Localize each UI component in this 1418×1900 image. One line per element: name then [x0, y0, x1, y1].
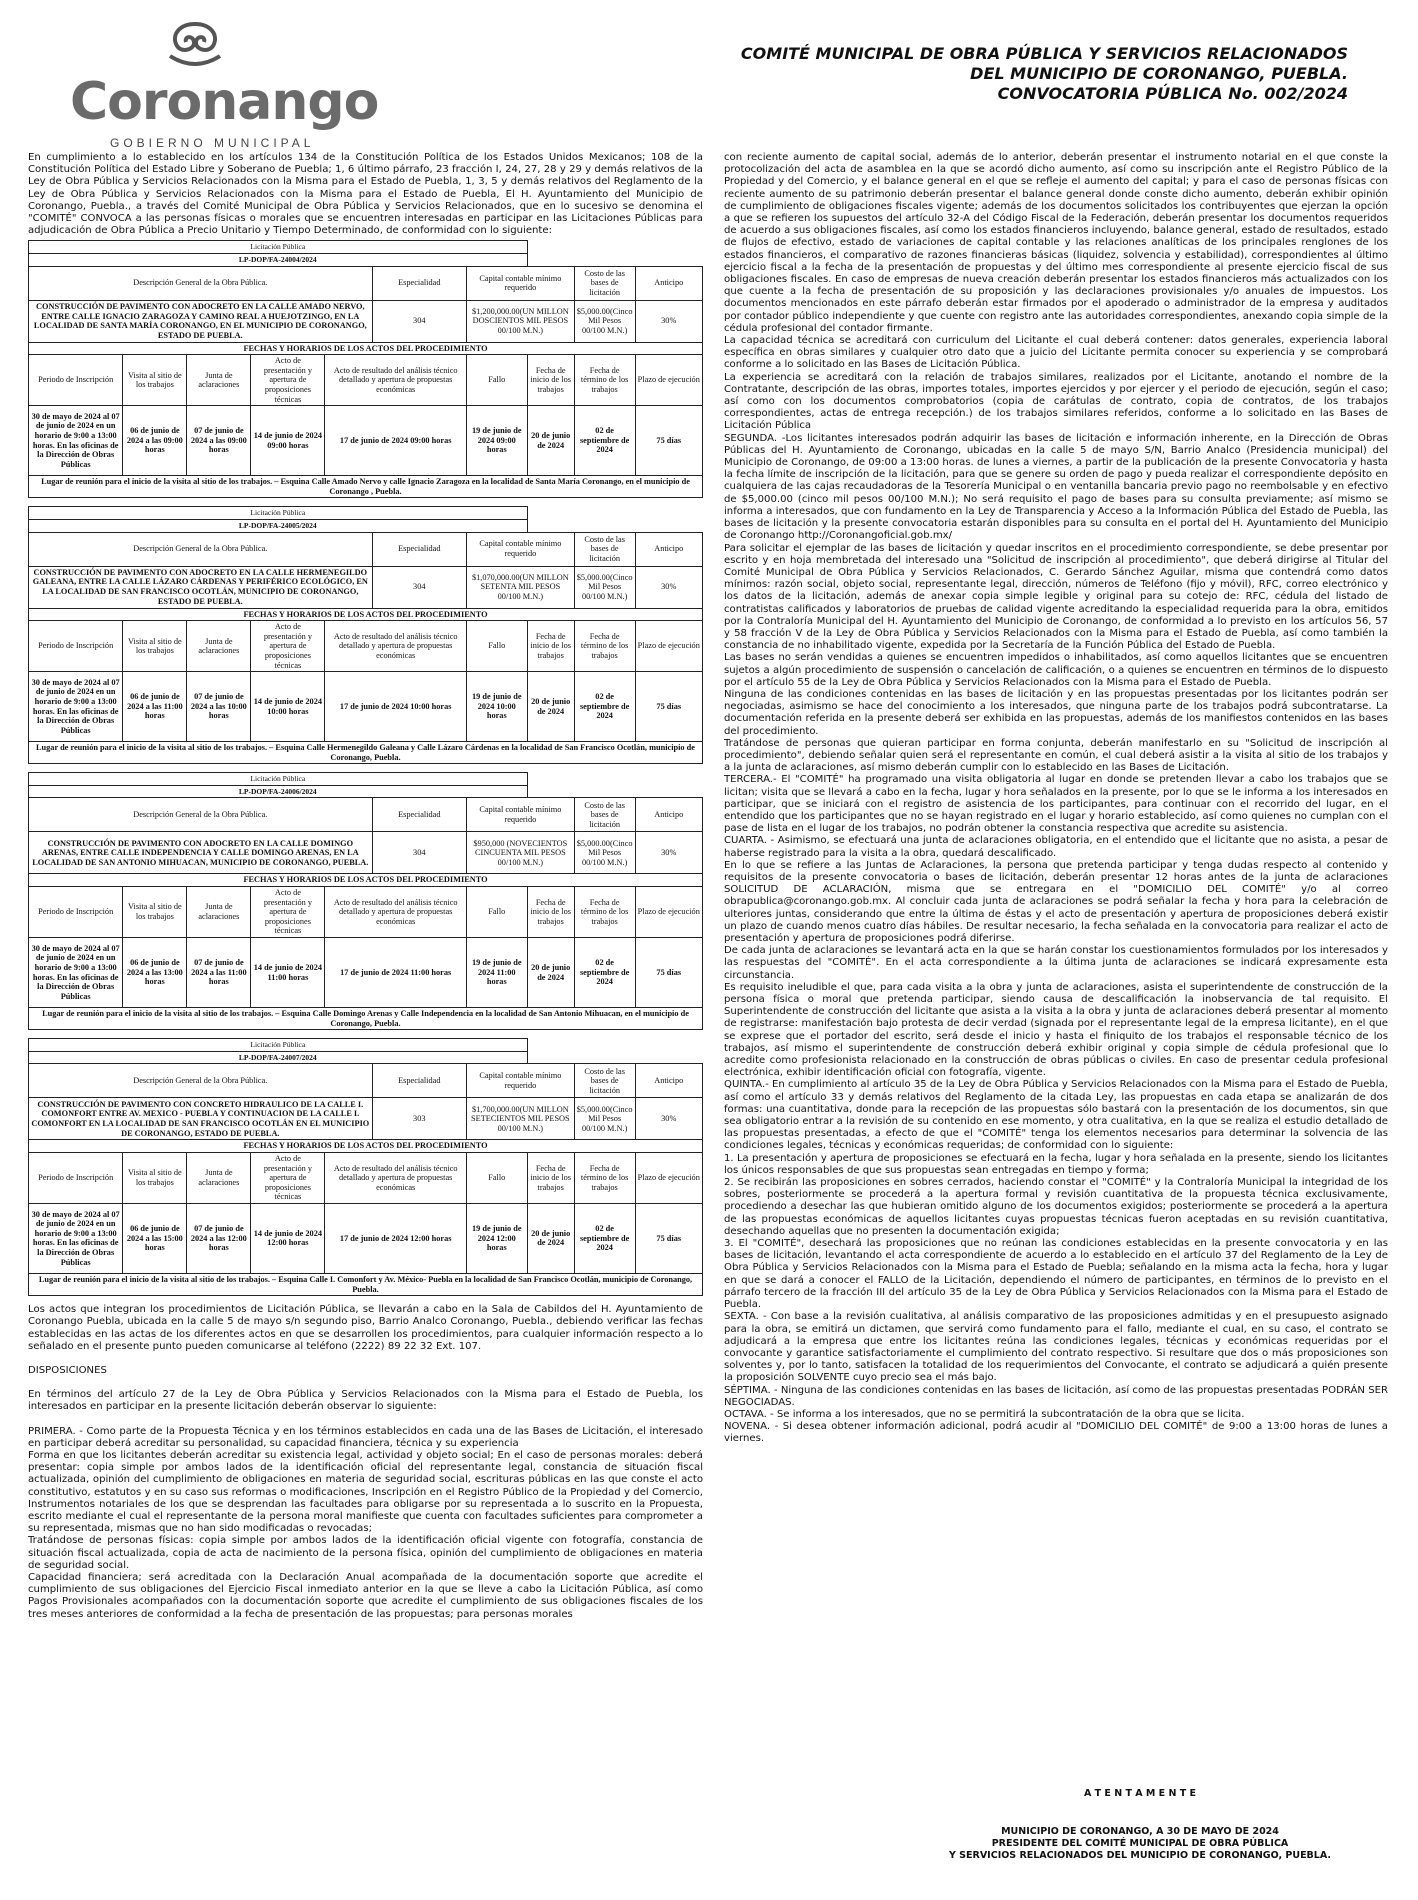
left-paragraph: Capacidad financiera; será acreditada con la Declaración Anual acompañada de la documentación soporte que acredite el cumplimiento de sus obligaciones del Ejercicio Fiscal inmediato anterior en la que se lleve a cabo la Licitación Pública, así como Pagos Provisionales acompañados con la documentación soporte que acredite el cumplimiento de sus obligaciones fiscales de los tres meses anteriores de conformidad a la fecha de presentación de las propuestas; para personas morales	[28, 1572, 703, 1620]
footer-line-2: PRESIDENTE DEL COMITÉ MUNICIPAL DE OBRA PÚBLICA	[991, 1838, 1289, 1849]
right-paragraph: SEXTA. - Con base a la revisión cualitativa, al análisis comparativo de las proposiciones admitidas y en el presupuesto asignado para la obra, se emitirá un dictamen, que servirá como fundamento para el fallo, mediante el cual, en su caso, el contrato se adjudicará a la empresa que entre los licitantes reúna las condiciones legales, técnicas y económicas requeridas por el convocante y garantice satisfactoriamente el cumplimiento del contrato respectivo. Si resultare que dos o más proposiciones son solventes y, por lo tanto, satisfacen la totalidad de los requerimientos del Convocante, el contrato se adjudicará a quién presente la proposición SOLVENTE cuyo precio sea el más bajo.	[724, 1311, 1388, 1384]
fallo-header: Fallo	[466, 621, 527, 672]
tender-capital: $950,000 (NOVECIENTOS CINCUENTA MIL PESOS 00/100 M.N.)	[466, 832, 574, 874]
right-paragraph: De cada junta de aclaraciones se levantará acta en la que se harán constar los cuestionamientos formulados por los interesados y las respuestas del "COMITÉ". En el acta correspondiente a la última junta de aclaraciones se indicará expresamente esta circunstancia.	[724, 945, 1388, 981]
tender-code: LP-DOP/FA-24005/2024	[29, 519, 528, 532]
tender-periodo: 30 de mayo de 2024 al 07 de junio de 2024 en un horario de 9:00 a 13:00 horas. En las oficinas de la Dirección de Obras Públicas	[29, 1203, 123, 1273]
right-paragraph: con reciente aumento de capital social, además de lo anterior, deberán presentar el instrumento notarial en el que conste la protocolización del acta de asamblea en la que se acordó dicho aumento, así como su inscripción ante el Registro Público de la Propiedad y del Comercio, y el balance general en el que se refleje el aumento del capital; y para el caso de personas físicas con reciente aumento de su patrimonio deberán presentar el balance general donde conste dicho aumento, deberán exhibir opinión de cumplimiento de obligaciones fiscales vigente; además de los documentos solicitados los contribuyentes que ejerzan la opción a que se refieren los supuestos del artículo 32-A del Código Fiscal de la Federación, deberán presentar los documentos requeridos de acuerdo a sus obligaciones fiscales, así como los estados financieros incluyendo, balance general, estado de resultados, estado de flujos de efectivo, estado de variaciones de capital contable y las relaciones analíticas de los principales renglones de los estados financieros, el comparativo de razones financieras básicas (liquidez, solvencia y estabilidad), correspondientes al último ejercicio fiscal a la fecha de la presentación de propuestas y del último mes correspondiente al presente ejercicio fiscal de sus obligaciones fiscales. En caso de empresas de nueva creación deberán presentar los estados financieros más actualizados con los que cuente a la fecha de presentación de su proposición y las declaraciones provisionales y/o anuales de impuestos. Los documentos mencionados en este párrafo deberán estar firmados por el apoderado o administrador de la empresa y auditados por contador público independiente y que cuente con registro ante las autoridades correspondientes, anexando copia simple de la cédula profesional del contador firmante.	[724, 152, 1388, 334]
anticipo-header: Anticipo	[635, 798, 702, 832]
licitacion-label: Licitación Pública	[29, 773, 528, 786]
left-paragraph: En términos del artículo 27 de la Ley de Obra Pública y Servicios Relacionados con la Misma para el Estado de Puebla, los interesados en participar en la presente licitación deberán observar lo siguiente:	[28, 1389, 703, 1413]
junta-header: Junta de aclaraciones	[187, 621, 251, 672]
signature-block	[900, 1788, 1380, 1862]
tender-specialty: 304	[372, 566, 466, 608]
right-paragraph: TERCERA.- El "COMITÉ" ha programado una visita obligatoria al lugar en donde se pretenden llevar a cabo los trabajos que se licitan; visita que se llevará a cabo en la fecha, lugar y hora señalados en la presente, por lo que se le informa a los interesados en participar, que se iniciará con el registro de asistencia de los participantes, para continuar con el recorrido del lugar, en el entendido que los participantes que no se hayan registrado en el lugar y horario establecido, así como quienes no cumplan con el pase de lista en el lugar de los trabajos, no podrán obtener la constancia respectiva que acredite su asistencia.	[724, 774, 1388, 835]
footer-line-1: MUNICIPIO DE CORONANGO, A 30 DE MAYO DE 2024	[1001, 1826, 1279, 1837]
tender-cost: $5,000.00(Cinco Mil Pesos 00/100 M.N.)	[574, 300, 635, 342]
tender-visita: 06 de junio de 2024 a las 13:00 horas	[123, 938, 187, 1008]
logo-emblem-icon	[150, 20, 240, 75]
anticipo-header: Anticipo	[635, 532, 702, 566]
inicio-header: Fecha de inicio de los trabajos	[527, 355, 574, 406]
tender-code: LP-DOP/FA-24007/2024	[29, 1051, 528, 1064]
acto-header: Acto de presentación y apertura de proposiciones técnicas	[251, 621, 325, 672]
right-paragraph: SÉPTIMA. - Ninguna de las condiciones contenidas en las bases de licitación, así como de las propuestas presentadas PODRÁN SER NEGOCIADAS.	[724, 1384, 1388, 1408]
tender-code: LP-DOP/FA-24006/2024	[29, 785, 528, 798]
tender-meeting-place: Lugar de reunión para el inicio de la visita al sitio de los trabajos. – Esquina Calle Domingo Arenas y Calle Independencia en la localidad de San Antonio Mihuacan, en el municipio de Coronango, Puebla.	[29, 1008, 703, 1030]
anticipo-header: Anticipo	[635, 266, 702, 300]
tender-table	[28, 240, 703, 498]
tender-specialty: 304	[372, 300, 466, 342]
tender-acto: 14 de junio de 2024 11:00 horas	[251, 938, 325, 1008]
capital-header: Capital contable mínimo requerido	[466, 798, 574, 832]
tender-fallo: 19 de junio de 2024 12:00 horas	[466, 1203, 527, 1273]
tender-plazo: 75 días	[635, 672, 702, 742]
tender-periodo: 30 de mayo de 2024 al 07 de junio de 2024 en un horario de 9:00 a 13:00 horas. En las oficinas de la Dirección de Obras Públicas	[29, 672, 123, 742]
right-paragraph: En lo que se refiere a las Juntas de Aclaraciones, la persona que pretenda participar y tenga dudas respecto al contenido y requisitos de la presente convocatoria o bases de licitación, deberán presentar 12 horas antes de la junta de aclaraciones SOLICITUD DE ACLARACIÓN, misma que se entregara en el "DOMICILIO DEL COMITÉ" y/o al correo obrapublica@coronango.gob.mx. Al concluir cada junta de aclaraciones se podrá señalar la fecha y hora para la celebración de ulteriores juntas, considerando que entre la última de éstas y el acto de presentación y apertura de proposiciones deberá existir un plazo de cuando menos cuatro días hábiles. De resultar necesario, la fecha señalada en la convocatoria para realizar el acto de presentación y apertura de proposiciones podrá diferirse.	[724, 859, 1388, 944]
tender-tables	[28, 240, 703, 1296]
desc-header: Descripción General de la Obra Pública.	[29, 532, 373, 566]
fechas-header: FECHAS Y HORARIOS DE LOS ACTOS DEL PROCEDIMIENTO	[29, 608, 703, 621]
tender-acto-res: 17 de junio de 2024 11:00 horas	[325, 938, 467, 1008]
fechas-header: FECHAS Y HORARIOS DE LOS ACTOS DEL PROCEDIMIENTO	[29, 342, 703, 355]
esp-header: Especialidad	[372, 532, 466, 566]
termino-header: Fecha de término de los trabajos	[574, 887, 635, 938]
visita-header: Visita al sitio de los trabajos	[123, 1153, 187, 1204]
acto-res-header: Acto de resultado del análisis técnico detallado y apertura de propuestas económicas	[325, 621, 467, 672]
tender-description: CONSTRUCCIÓN DE PAVIMENTO CON ADOCRETO EN LA CALLE DOMINGO ARENAS, ENTRE CALLE INDEPENDENCIA Y CALLE DOMINGO ARENAS, EN LA LOCALIDAD DE SAN ANTONIO MIHUACAN, MUNICIPIO DE CORONANGO, PUEBLA.	[29, 832, 373, 874]
right-paragraph: Las bases no serán vendidas a quienes se encuentren impedidos o inhabilitados, así como aquellos licitantes que se encuentren sujetos a algún procedimiento de suspensión o cancelación de calificación, o a quienes se encuentren en términos de lo dispuesto por el artículo 55 de la Ley de Obra Pública y Servicios Relacionados con la Misma para el Estado de Puebla.	[724, 652, 1388, 688]
tender-cost: $5,000.00(Cinco Mil Pesos 00/100 M.N.)	[574, 566, 635, 608]
tender-specialty: 303	[372, 1098, 466, 1140]
fechas-header: FECHAS Y HORARIOS DE LOS ACTOS DEL PROCEDIMIENTO	[29, 1140, 703, 1153]
licitacion-label: Licitación Pública	[29, 241, 528, 254]
visita-header: Visita al sitio de los trabajos	[123, 355, 187, 406]
visita-header: Visita al sitio de los trabajos	[123, 621, 187, 672]
left-paragraph: Los actos que integran los procedimientos de Licitación Pública, se llevarán a cabo en la Sala de Cabildos del H. Ayuntamiento de Coronango Puebla, ubicada en la calle 5 de mayo s/n segundo piso, Barrio Analco Coronango, Puebla., debiendo verificar las fechas establecidas en las actas de los diferentes actos en que se desarrollen los procedimientos, para cualquier información respecto a lo señalado en el presente punto pueden comunicarse al teléfono (2222) 89 22 32 Ext. 107.	[28, 1304, 703, 1352]
right-paragraph: 3. El "COMITÉ", desechará las proposiciones que no reúnan las condiciones establecidas en la presente convocatoria y en las bases de licitación, levantando el acta correspondiente de acuerdo a lo establecido en el artículo 37 del Reglamento de la Ley de Obra Pública y Servicios Relacionados con la Misma para el Estado de Puebla; señalando en la misma acta la fecha, hora y lugar en que se dará a conocer el FALLO de la Licitación, dependiendo el número de participantes, en términos de lo previsto en el párrafo tercero de la fracción III del artículo 35 de la Ley de Obra Pública y Servicios Relacionados con la Misma para el Estado de Puebla.	[724, 1238, 1388, 1311]
esp-header: Especialidad	[372, 1064, 466, 1098]
tender-inicio: 20 de junio de 2024	[527, 1203, 574, 1273]
left-paragraph: PRIMERA. - Como parte de la Propuesta Técnica y en los términos establecidos en cada una de las Bases de Licitación, el interesado en participar deberá acreditar su personalidad, su capacidad financiera, técnica y su experiencia	[28, 1425, 703, 1449]
tender-meeting-place: Lugar de reunión para el inicio de la visita al sitio de los trabajos. – Esquina Calle Amado Nervo y calle Ignacio Zaragoza en la localidad de Santa María Coronango, en el municipio de Coronango , Puebla.	[29, 476, 703, 498]
plazo-header: Plazo de ejecución	[635, 355, 702, 406]
tender-junta: 07 de junio de 2024 a las 12:00 horas	[187, 1203, 251, 1273]
right-column	[724, 152, 1388, 1446]
header-line-2: DEL MUNICIPIO DE CORONANGO, PUEBLA.	[970, 64, 1348, 83]
tender-description: CONSTRUCCIÓN DE PAVIMENTO CON ADOCRETO EN LA CALLE AMADO NERVO, ENTRE CALLE IGNACIO ZARAGOZA Y CAMINO REAL A HUEJOTZINGO, EN LA LOCALIDAD DE SANTA MARÍA CORONANGO, EN EL MUNICIPIO DE CORONANGO, ESTADO DE PUEBLA.	[29, 300, 373, 342]
tender-acto: 14 de junio de 2024 09:00 horas	[251, 406, 325, 476]
tender-termino: 02 de septiembre de 2024	[574, 672, 635, 742]
tender-plazo: 75 días	[635, 406, 702, 476]
plazo-header: Plazo de ejecución	[635, 621, 702, 672]
tender-description: CONSTRUCCIÓN DE PAVIMENTO CON ADOCRETO EN LA CALLE HERMENEGILDO GALEANA, ENTRE LA CALLE LÁZARO CÁRDENAS Y PERIFÉRICO ECOLÓGICO, EN LA LOCALIDAD DE SAN FRANCISCO OCOTLÁN, MUNICIPIO DE CORONANGO, ESTADO DE PUEBLA.	[29, 566, 373, 608]
tender-advance: 30%	[635, 832, 702, 874]
right-paragraph: 2. Se recibirán las proposiciones en sobres cerrados, haciendo constar el "COMITÉ" y la Contraloría Municipal la integridad de los sobres, posteriormente se procederá a la apertura formal y revisión cuantitativa de la propuesta técnica exclusivamente, procediendo a desechar las que hubieran omitido alguno de los documentos exigidos; posteriormente se procederá a la apertura de las propuestas económicas de aquellos licitantes cuyas propuestas técnicas fueron aceptadas en su revisión cuantitativa, desechando aquellas que no presenten la documentación exigida;	[724, 1177, 1388, 1237]
inicio-header: Fecha de inicio de los trabajos	[527, 621, 574, 672]
termino-header: Fecha de término de los trabajos	[574, 621, 635, 672]
right-paragraph: QUINTA.- En cumplimiento al artículo 35 de la Ley de Obra Pública y Servicios Relacionados con la Misma para el Estado de Puebla, así como el artículo 33 y demás relativos del Reglamento de la citada Ley, las propuestas en cada etapa se analizarán de dos formas: una cuantitativa, donde para la recepción de las propuestas sólo bastará con la presentación de los documentos, sin que sea obligatorio entrar a la revisión de su contenido en ese momento, y otra cualitativa, en la que se realiza el estudio detallado de las propuestas presentadas, a efecto de que el "COMITÉ" tenga los elementos necesarios para determinar la solvencia de las condiciones legales, técnicas y económicas requeridas; de conformidad con lo siguiente:	[724, 1079, 1388, 1152]
tender-inicio: 20 de junio de 2024	[527, 406, 574, 476]
fallo-header: Fallo	[466, 1153, 527, 1204]
costo-header: Costo de las bases de licitación	[574, 266, 635, 300]
right-paragraph: La capacidad técnica se acreditará con curriculum del Licitante el cual deberá contener: datos generales, experiencia laboral específica en obras similares y cualquier otro dato que a juicio del Licitante permita conocer su experiencia y se comprobará conforme a lo solicitado en las Bases de Licitación Pública.	[724, 335, 1388, 371]
costo-header: Costo de las bases de licitación	[574, 532, 635, 566]
tender-termino: 02 de septiembre de 2024	[574, 938, 635, 1008]
tender-periodo: 30 de mayo de 2024 al 07 de junio de 2024 en un horario de 9:00 a 13:00 horas. En las oficinas de la Dirección de Obras Públicas	[29, 938, 123, 1008]
licitacion-label: Licitación Pública	[29, 507, 528, 520]
left-paragraph: Tratándose de personas físicas: copia simple por ambos lados de la identificación oficial vigente con fotografía, constancia de situación fiscal actualizada, copia de acta de nacimiento de la persona física, opinión del cumplimiento de obligaciones en materia de seguridad social.	[28, 1535, 703, 1571]
left-column	[28, 152, 703, 1621]
tender-termino: 02 de septiembre de 2024	[574, 406, 635, 476]
left-paragraph: Forma en que los licitantes deberán acreditar su existencia legal, actividad y objeto social; En el caso de personas morales: deberá presentar: copia simple por ambos lados de la identificación oficial del representante legal, constancia de situación fiscal actualizada, opinión del cumplimiento de obligaciones en materia de seguridad social, escrituras públicas en las que conste el acto constitutivo, estatutos y en su caso sus reformas o modificaciones, Inscripción en el Registro Público de la Propiedad y del Comercio, Instrumentos notariales de los que se desprendan las facultades para obligarse por su representada a lo suscrito en la Propuesta, escrito mediante el cual el representante de la persona moral manifieste que cuenta con facultades suficientes para comprometer a su representada, mismas que no han sido modificadas o revocadas;	[28, 1450, 703, 1535]
header-line-3: CONVOCATORIA PÚBLICA No. 002/2024	[997, 84, 1348, 103]
tender-acto-res: 17 de junio de 2024 10:00 horas	[325, 672, 467, 742]
tender-junta: 07 de junio de 2024 a las 10:00 horas	[187, 672, 251, 742]
junta-header: Junta de aclaraciones	[187, 887, 251, 938]
right-paragraph: CUARTA. - Asimismo, se efectuará una junta de aclaraciones obligatoria, en el entendido que el licitante que no asista, a pesar de haberse registrado para la visita a la obra, quedará descalificado.	[724, 835, 1388, 859]
acto-res-header: Acto de resultado del análisis técnico detallado y apertura de propuestas económicas	[325, 887, 467, 938]
tender-capital: $1,200,000.00(UN MILLON DOSCIENTOS MIL PESOS 00/100 M.N.)	[466, 300, 574, 342]
visita-header: Visita al sitio de los trabajos	[123, 887, 187, 938]
plazo-header: Plazo de ejecución	[635, 1153, 702, 1204]
tender-specialty: 304	[372, 832, 466, 874]
tender-junta: 07 de junio de 2024 a las 11:00 horas	[187, 938, 251, 1008]
right-paragraph: NOVENA. - Si desea obtener información adicional, podrá acudir al "DOMICILIO DEL COMITÉ" de 9:00 a 13:00 horas de lunes a viernes.	[724, 1421, 1388, 1445]
acto-res-header: Acto de resultado del análisis técnico detallado y apertura de propuestas económicas	[325, 355, 467, 406]
periodo-header: Periodo de Inscripción	[29, 1153, 123, 1204]
tender-visita: 06 de junio de 2024 a las 11:00 horas	[123, 672, 187, 742]
capital-header: Capital contable mínimo requerido	[466, 532, 574, 566]
tender-inicio: 20 de junio de 2024	[527, 938, 574, 1008]
tender-fallo: 19 de junio de 2024 11:00 horas	[466, 938, 527, 1008]
document-header	[588, 44, 1348, 104]
tender-fallo: 19 de junio de 2024 09:00 horas	[466, 406, 527, 476]
fallo-header: Fallo	[466, 887, 527, 938]
tender-advance: 30%	[635, 300, 702, 342]
desc-header: Descripción General de la Obra Pública.	[29, 798, 373, 832]
desc-header: Descripción General de la Obra Pública.	[29, 1064, 373, 1098]
desc-header: Descripción General de la Obra Pública.	[29, 266, 373, 300]
logo-name: Coronango	[70, 72, 379, 132]
acto-res-header: Acto de resultado del análisis técnico detallado y apertura de propuestas económicas	[325, 1153, 467, 1204]
capital-header: Capital contable mínimo requerido	[466, 1064, 574, 1098]
fallo-header: Fallo	[466, 355, 527, 406]
logo-subtitle: GOBIERNO MUNICIPAL	[110, 136, 315, 150]
footer-line-3: Y SERVICIOS RELACIONADOS DEL MUNICIPIO DE CORONANGO, PUEBLA.	[949, 1850, 1331, 1861]
licitacion-label: Licitación Pública	[29, 1039, 528, 1052]
periodo-header: Periodo de Inscripción	[29, 887, 123, 938]
tender-plazo: 75 días	[635, 938, 702, 1008]
tender-capital: $1,700,000.00(UN MILLON SETECIENTOS MIL PESOS 00/100 M.N.)	[466, 1098, 574, 1140]
junta-header: Junta de aclaraciones	[187, 1153, 251, 1204]
tender-termino: 02 de septiembre de 2024	[574, 1203, 635, 1273]
tender-cost: $5,000.00(Cinco Mil Pesos 00/100 M.N.)	[574, 1098, 635, 1140]
tender-meeting-place: Lugar de reunión para el inicio de la visita al sitio de los trabajos. – Esquina Calle I. Comonfort y Av. México- Puebla en la localidad de San Francisco Ocotlán, municipio de Coronango, Puebla.	[29, 1273, 703, 1295]
municipal-logo	[70, 20, 379, 150]
right-paragraph: OCTAVA. - Se informa a los interesados, que no se permitirá la subcontratación de la obra que se licita.	[724, 1408, 1245, 1420]
right-paragraph: Es requisito ineludible el que, para cada visita a la obra y junta de aclaraciones, asista el superintendente de construcción de la persona física o moral que pretenda participar, siendo causa de descalificación la inobservancia de tal requisito. El Superintendente de construcción del licitante que asista a la visita a la obra y junta de aclaraciones deberá presentar al momento de registrarse: manifestación bajo protesta de decir verdad (signada por el representante legal de la empresa licitante), en el que se exprese que el portador del escrito, será desde el inicio y hasta el finiquito de los trabajos el responsable técnico de los trabajos, así mismo el superintendente de construcción deberá exhibir original y copia simple de cédula profesional que lo acredite como profesionista relacionado en la construcción de obras públicas o civiles. En caso de presentar cedula profesional electrónica, exhibir identificación oficial con fotografía, vigente.	[724, 981, 1388, 1079]
costo-header: Costo de las bases de licitación	[574, 1064, 635, 1098]
tender-junta: 07 de junio de 2024 a las 09:00 horas	[187, 406, 251, 476]
periodo-header: Periodo de Inscripción	[29, 355, 123, 406]
left-text	[28, 1304, 703, 1621]
termino-header: Fecha de término de los trabajos	[574, 355, 635, 406]
tender-table	[28, 1038, 703, 1296]
tender-acto-res: 17 de junio de 2024 12:00 horas	[325, 1203, 467, 1273]
right-paragraph: Tratándose de personas que quieran participar en forma conjunta, deberán manifestarlo en su "Solicitud de inscripción al procedimiento", debiendo señalar quien será el representante en común, el cual deberá asistir a la visita al sitio de los trabajos y a la junta de aclaraciones, así mismo deberán cumplir con lo establecido en las Bases de Licitación.	[724, 737, 1388, 774]
right-paragraph: SEGUNDA. -Los licitantes interesados podrán adquirir las bases de licitación e información inherente, en la Dirección de Obras Públicas del H. Ayuntamiento de Coronango, ubicadas en la calle 5 de mayo S/N, Barrio Analco (Presidencia municipal) del Municipio de Coronango, de 09:00 a 13:00 horas. de lunes a viernes, a partir de la publicación de la presente Convocatoria y hasta la fecha límite de inscripción de la licitación, para que se genere su orden de pago y pueda realizar el correspondiente depósito en cualquiera de las cajas recaudadoras de la Tesorería Municipal o en ventanilla bancaria previo pago no reembolsable y en efectivo de $5,000.00 (cinco mil pesos 00/100 M.N.); No será requisito el pago de bases para su consulta previamente; así mismo se informa a interesados, que con fundamento en la Ley de Transparencia y Acceso a la Información Pública del Estado de Puebla, las bases de licitación y la presente convocatoria estarán disponibles para su consulta en el portal del H. Ayuntamiento del Municipio de Coronango http://Coronangoficial.gob.mx/	[724, 432, 1388, 542]
tender-meeting-place: Lugar de reunión para el inicio de la visita al sitio de los trabajos. – Esquina Calle Hermenegildo Galeana y Calle Lázaro Cárdenas en la localidad de San Francisco Ocotlán, municipio de Coronango, Puebla.	[29, 742, 703, 764]
esp-header: Especialidad	[372, 266, 466, 300]
intro-paragraph: En cumplimiento a lo establecido en los artículos 134 de la Constitución Política de los Estados Unidos Mexicanos; 108 de la Constitución Política del Estado Libre y Soberano de Puebla; 1, 6 último párrafo, 23 fracción I, 24, 27, 28 y 29 y demás relativos de la Ley de Obra Pública y Servicios Relacionados con la Misma para el Estado de Puebla, 1, 3, 5 y demás relativos del Reglamento de la Ley de Obra Pública y Servicios Relacionados con la Misma para el Estado de Puebla, El H. Ayuntamiento del Municipio de Coronango, Puebla., a través del Comité Municipal de Obra Pública y Servicios Relacionados, que en lo sucesivo se denomina el "COMITÉ" CONVOCA a las personas físicas o morales que se encuentren interesadas en participar en las Licitaciones Públicas para adjudicación de Obra Pública a Precio Unitario y Tiempo Determinado, de conformidad con lo siguiente:	[28, 152, 703, 237]
right-paragraph: La experiencia se acreditará con la relación de trabajos similares, realizados por el Licitante, anotando el nombre de la Contratante, descripción de las obras, importes totales, importes ejercidos y por ejercer y el periodo de ejecución, según el caso; así como con los documentos comprobatorios (copia de carátulas de contrato, copia de contratos, de los trabajos correspondientes, actas de entrega recepción.) de los trabajos similares referidos, conforme a lo solicitado en las Bases de Licitación Pública	[724, 371, 1388, 432]
tender-visita: 06 de junio de 2024 a las 09:00 horas	[123, 406, 187, 476]
acto-header: Acto de presentación y apertura de proposiciones técnicas	[251, 355, 325, 406]
tender-periodo: 30 de mayo de 2024 al 07 de junio de 2024 en un horario de 9:00 a 13:00 horas. En las oficinas de la Dirección de Obras Públicas	[29, 406, 123, 476]
termino-header: Fecha de término de los trabajos	[574, 1153, 635, 1204]
tender-capital: $1,070,000.00(UN MILLON SETENTA MIL PESOS 00/100 M.N.)	[466, 566, 574, 608]
tender-acto-res: 17 de junio de 2024 09:00 horas	[325, 406, 467, 476]
anticipo-header: Anticipo	[635, 1064, 702, 1098]
inicio-header: Fecha de inicio de los trabajos	[527, 1153, 574, 1204]
plazo-header: Plazo de ejecución	[635, 887, 702, 938]
fechas-header: FECHAS Y HORARIOS DE LOS ACTOS DEL PROCEDIMIENTO	[29, 874, 703, 887]
tender-acto: 14 de junio de 2024 12:00 horas	[251, 1203, 325, 1273]
junta-header: Junta de aclaraciones	[187, 355, 251, 406]
tender-table	[28, 506, 703, 764]
acto-header: Acto de presentación y apertura de proposiciones técnicas	[251, 1153, 325, 1204]
tender-plazo: 75 días	[635, 1203, 702, 1273]
left-paragraph: DISPOSICIONES	[28, 1364, 107, 1376]
header-line-1: COMITÉ MUNICIPAL DE OBRA PÚBLICA Y SERVICIOS RELACIONADOS	[740, 44, 1348, 63]
tender-visita: 06 de junio de 2024 a las 15:00 horas	[123, 1203, 187, 1273]
esp-header: Especialidad	[372, 798, 466, 832]
tender-advance: 30%	[635, 566, 702, 608]
periodo-header: Periodo de Inscripción	[29, 621, 123, 672]
right-paragraph: 1. La presentación y apertura de proposiciones se efectuará en la fecha, lugar y hora señalada en la presente, siendo los licitantes los únicos responsables de que sus propuestas sean entregadas en tiempo y forma;	[724, 1152, 1388, 1176]
costo-header: Costo de las bases de licitación	[574, 798, 635, 832]
inicio-header: Fecha de inicio de los trabajos	[527, 887, 574, 938]
tender-inicio: 20 de junio de 2024	[527, 672, 574, 742]
right-paragraph: Ninguna de las condiciones contenidas en las bases de licitación y en las propuestas presentadas por los licitantes podrán ser negociadas, asimismo se hace del conocimiento a los interesados, que ninguna parte de los trabajos podrá subcontratarse. La documentación referida en la presente deberá ser exhibida en las propuestas, además de los manifiestos contenidos en las bases del procedimiento.	[724, 688, 1388, 737]
acto-header: Acto de presentación y apertura de proposiciones técnicas	[251, 887, 325, 938]
tender-description: CONSTRUCCIÓN DE PAVIMENTO CON CONCRETO HIDRAULICO DE LA CALLE I. COMONFORT ENTRE AV. MEXICO - PUEBLA Y CONTINUACION DE LA CALLE I. COMONFORT EN LA LOCALIDAD DE SAN FRANCISCO OCOTLÁN EN EL MUNICIPIO DE CORONANGO, ESTADO DE PUEBLA.	[29, 1098, 373, 1140]
atentamente: A T E N T A M E N T E	[1083, 1788, 1197, 1799]
tender-code: LP-DOP/FA-24004/2024	[29, 254, 528, 267]
right-paragraph: Para solicitar el ejemplar de las bases de licitación y quedar inscritos en el procedimiento correspondiente, se debe presentar por escrito y en hoja membretada del interesado una "Solicitud de inscripción al procedimiento", que deberá dirigirse al Titular del Comité Municipal de Obra Pública y Servicios Relacionados, C. Gerardo Sánchez Aguilar, misma que contendrá como datos mínimos: razón social, objeto social, representante legal, dirección, números de Teléfono (fijo y móvil), RFC, correo electrónico y los datos de la licitación, además de anexar copia simple legible y original para su cotejo de: RFC, cédula del listado de contratistas calificados y laboratorios de pruebas de calidad vigente acreditando la especialidad requerida para la obra, emitidos por la Contraloría Municipal del H. Ayuntamiento del Municipio de Coronango, de conformidad a lo previsto en los artículos 56, 57 y 58 fracción V de la Ley de Obra Pública y Servicios Relacionados con la Misma para el Estado de Puebla, así como también la constancia de no inhabilitado vigente, expedida por la Secretaría de la Función Pública del Estado de Puebla.	[724, 542, 1388, 652]
tender-cost: $5,000.00(Cinco Mil Pesos 00/100 M.N.)	[574, 832, 635, 874]
tender-fallo: 19 de junio de 2024 10:00 horas	[466, 672, 527, 742]
tender-advance: 30%	[635, 1098, 702, 1140]
capital-header: Capital contable mínimo requerido	[466, 266, 574, 300]
tender-acto: 14 de junio de 2024 10:00 horas	[251, 672, 325, 742]
tender-table	[28, 772, 703, 1030]
